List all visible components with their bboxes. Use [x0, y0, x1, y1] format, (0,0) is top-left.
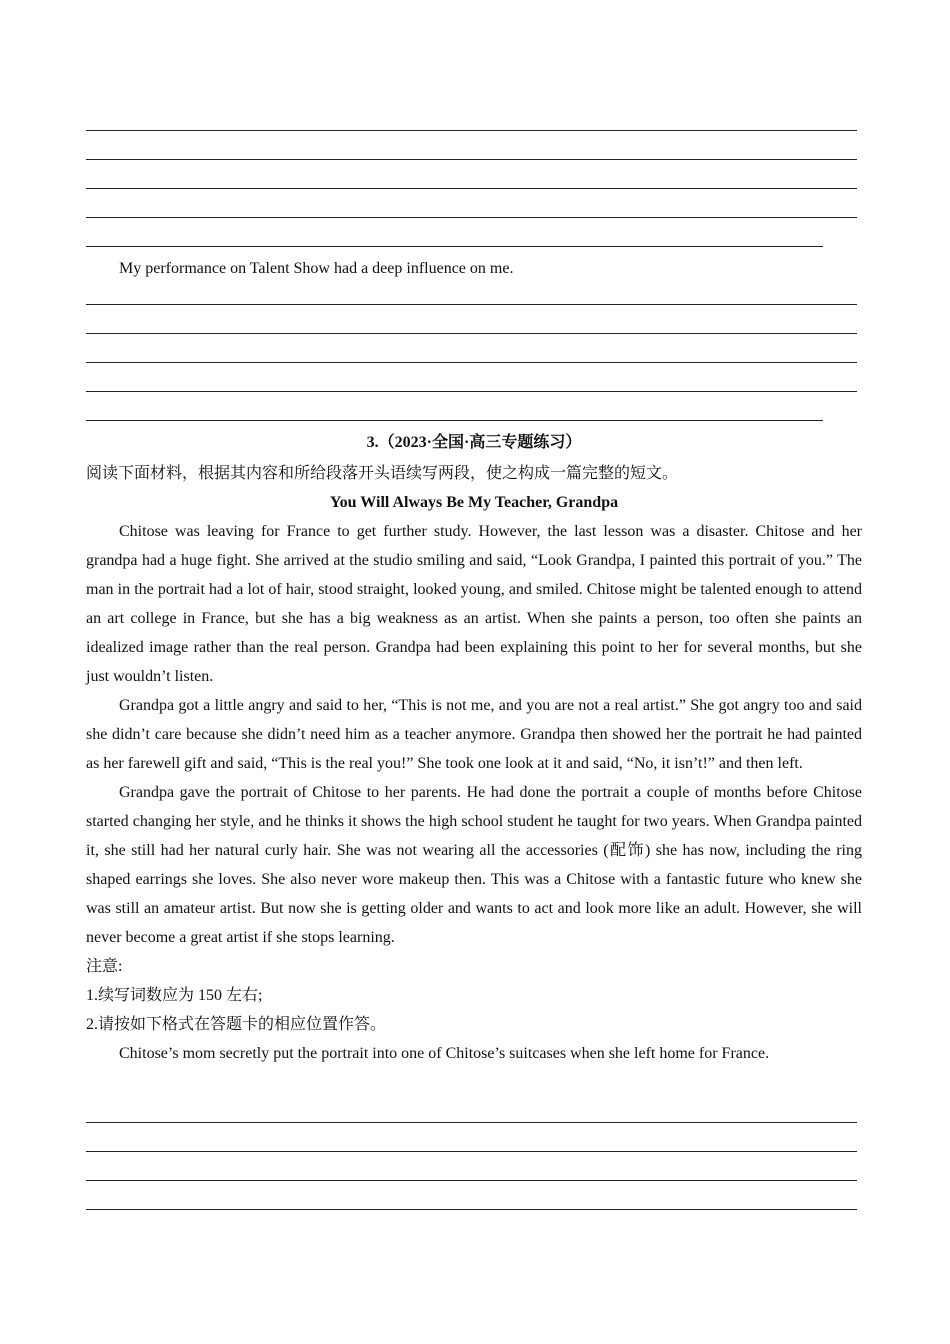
- passage-title: You Will Always Be My Teacher, Grandpa: [329, 494, 619, 511]
- answer-line[interactable]: [86, 1151, 857, 1152]
- answer-line[interactable]: [86, 304, 857, 305]
- note-1: 1.续写词数应为 150 左右;: [86, 987, 263, 1004]
- paragraph-opening-prompt: Chitose’s mom secretly put the portrait into one of Chitose’s suitcases when she left home for France.: [119, 1045, 770, 1062]
- answer-line[interactable]: [86, 420, 823, 421]
- answer-line[interactable]: [86, 333, 857, 334]
- answer-line[interactable]: [86, 391, 857, 392]
- answer-line[interactable]: [86, 362, 857, 363]
- note-2: 2.请按如下格式在答题卡的相应位置作答。: [86, 1016, 387, 1033]
- notes-label: 注意:: [86, 958, 123, 975]
- passage-paragraph: Grandpa gave the portrait of Chitose to her parents. He had done the portrait a couple of months before Chitose started changing her style, and he thinks it shows the high school student he taught for two years. When Grandpa painted it, she still had her natural curly hair. She was not wearing all the accessories (配饰) she has now, including the ring shaped earrings she loves. She also never wore makeup then. This was a Chitose with a fantastic future who knew she was still an amateur artist. But now she is getting older and wants to act and look more like an adult. However, she will never become a great artist if she stops learning.: [86, 784, 862, 946]
- answer-line[interactable]: [86, 159, 857, 160]
- answer-line[interactable]: [86, 217, 857, 218]
- instruction: 阅读下面材料，根据其内容和所给段落开头语续写两段，使之构成一篇完整的短文。: [86, 465, 679, 482]
- passage-paragraph: Grandpa got a little angry and said to her, “This is not me, and you are not a real artist.” She got angry too and said she didn’t care because she didn’t need him as a teacher anymore. Grandpa then showed her the portrait he had painted as her farewell gift and said, “This is the real you!” She took one look at it and said, “No, it isn’t!” and then left.: [86, 697, 862, 772]
- passage-paragraph: Chitose was leaving for France to get further study. However, the last lesson was a disaster. Chitose and her grandpa had a huge fight. She arrived at the studio smiling and said, “Look Grandpa, I painted this portrait of you.” The man in the portrait had a lot of hair, stood straight, looked young, and smiled. Chitose might be talented enough to attend an art college in France, but she has a big weakness as an artist. When she paints a person, too often she paints an idealized image rather than the real person. Grandpa had been explaining this point to her for several months, but she just wouldn’t listen.: [86, 523, 862, 685]
- answer-line[interactable]: [86, 246, 823, 247]
- question-header: 3.（2023·全国·高三专题练习）: [366, 434, 582, 451]
- answer-line[interactable]: [86, 130, 857, 131]
- answer-line[interactable]: [86, 1209, 857, 1210]
- paragraph-opening-prompt: My performance on Talent Show had a deep influence on me.: [119, 260, 514, 277]
- answer-line[interactable]: [86, 1122, 857, 1123]
- answer-line[interactable]: [86, 188, 857, 189]
- answer-line[interactable]: [86, 1180, 857, 1181]
- question-block: [86, 428, 862, 1068]
